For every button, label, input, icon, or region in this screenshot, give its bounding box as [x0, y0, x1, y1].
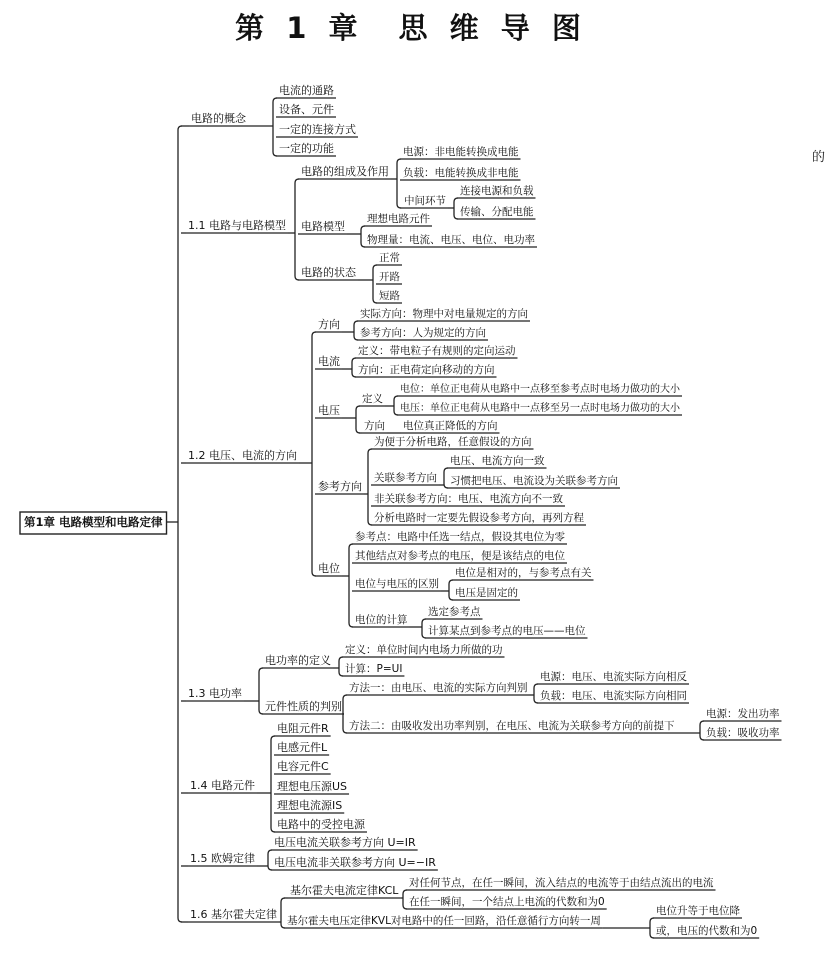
- node-s2-2-0-0: 电位：单位正电荷从电路中一点移至参考点时电场力做功的大小: [400, 384, 680, 395]
- children-bracket: [534, 684, 538, 703]
- node-s4-2: 电容元件C: [277, 760, 329, 773]
- node-s6-0-0: 对任何节点，在任一瞬间，流入结点的电流等于由结点流出的电流: [409, 877, 714, 889]
- children-bracket: [354, 321, 358, 340]
- node-s0: 电路的概念: [191, 112, 246, 125]
- node-s2-4-3-1: 计算某点到参考点的电压——电位: [428, 625, 586, 637]
- node-s3: 1.3 电功率: [188, 687, 242, 700]
- children-bracket: [700, 721, 704, 740]
- node-s1-1: 电路模型: [301, 220, 345, 233]
- node-s2-1: 电流: [318, 355, 340, 368]
- node-s4-4: 理想电流源IS: [277, 799, 343, 812]
- node-s1-0: 电路的组成及作用: [301, 165, 389, 178]
- node-s1-1-0: 理想电路元件: [367, 213, 430, 225]
- node-s2-0: 方向: [318, 318, 340, 331]
- node-s2-2: 电压: [318, 404, 340, 417]
- node-s1-2-0: 正常: [379, 252, 400, 264]
- children-bracket: [356, 406, 360, 433]
- node-s3-1-0: 方法一：由电压、电流的实际方向判别: [349, 682, 528, 694]
- node-s3-1-0-0: 电源：电压、电流实际方向相反: [540, 671, 687, 683]
- node-s2-4-3: 电位的计算: [355, 614, 408, 626]
- node-s1-0-1: 负载：电能转换成非电能: [403, 167, 519, 179]
- node-s2-2-1-0: 电位真正降低的方向: [403, 420, 498, 432]
- node-s3-1-1: 方法二：由吸收发出功率判别，在电压、电流为关联参考方向的前提下: [349, 720, 675, 732]
- children-bracket: [281, 898, 285, 928]
- node-s6-1: 基尔霍夫电压定律KVL对电路中的任一回路，沿任意循行方向转一周: [287, 915, 601, 927]
- node-s2-4-0: 参考点：电路中任选一结点，假设其电位为零: [355, 531, 565, 543]
- children-bracket: [295, 179, 299, 280]
- children-bracket: [273, 98, 277, 156]
- page-title: 第 1 章 思 维 导 图: [235, 11, 587, 45]
- node-s3-1: 元件性质的判别: [265, 700, 342, 713]
- node-s4-1: 电感元件L: [277, 741, 328, 754]
- node-s2-1-1: 方向：正电荷定向移动的方向: [358, 364, 495, 376]
- node-s0-1: 设备、元件: [279, 103, 334, 116]
- node-s2-4-2-0: 电位是相对的，与参考点有关: [455, 567, 592, 579]
- node-s4-3: 理想电压源US: [277, 780, 348, 793]
- node-s1: 1.1 电路与电路模型: [188, 219, 286, 232]
- trunk-bracket: [178, 126, 182, 922]
- node-s6-1-0: 电位升等于电位降: [656, 905, 740, 917]
- node-s2: 1.2 电压、电流的方向: [188, 449, 297, 462]
- node-s3-1-1-1: 负载：吸收功率: [706, 727, 780, 739]
- node-s2-2-0: 定义: [362, 393, 383, 405]
- children-bracket: [403, 890, 407, 909]
- node-s3-1-0-1: 负载：电压、电流实际方向相同: [540, 690, 687, 702]
- cropped-edge-text: 的: [812, 150, 825, 165]
- node-s1-2-1: 开路: [379, 271, 400, 283]
- node-s6: 1.6 基尔霍夫定律: [190, 908, 277, 921]
- node-s2-3-1: 关联参考方向: [374, 472, 437, 484]
- node-s3-0-0: 定义：单位时间内电场力所做的功: [345, 644, 503, 656]
- node-s1-0-0: 电源：非电能转换成电能: [403, 146, 519, 158]
- node-s3-1-1-0: 电源：发出功率: [706, 708, 780, 720]
- children-bracket: [352, 358, 356, 377]
- node-s1-2: 电路的状态: [301, 266, 356, 279]
- node-s6-1-1: 或，电压的代数和为0: [656, 925, 758, 937]
- node-s1-0-2-1: 传输、分配电能: [460, 206, 534, 218]
- node-s5-0: 电压电流关联参考方向 U=IR: [274, 836, 416, 849]
- node-s2-0-0: 实际方向：物理中对电量规定的方向: [360, 308, 528, 320]
- node-s2-4: 电位: [318, 562, 340, 575]
- node-s1-2-2: 短路: [379, 290, 400, 302]
- node-s4: 1.4 电路元件: [190, 779, 255, 792]
- children-bracket: [343, 695, 347, 733]
- node-s2-3-2: 非关联参考方向：电压、电流方向不一致: [374, 493, 563, 505]
- children-bracket: [444, 468, 448, 488]
- node-s5: 1.5 欧姆定律: [190, 852, 255, 865]
- children-bracket: [422, 619, 426, 638]
- node-s2-0-1: 参考方向：人为规定的方向: [360, 327, 486, 339]
- node-s3-0-1: 计算：P=UI: [345, 663, 403, 675]
- node-s3-0: 电功率的定义: [265, 654, 331, 667]
- node-s4-0: 电阻元件R: [277, 722, 329, 735]
- node-s1-0-2: 中间环节: [404, 195, 446, 207]
- children-bracket: [449, 580, 453, 600]
- root-node: 第1章 电路模型和电路定律: [24, 515, 163, 529]
- node-s5-1: 电压电流非关联参考方向 U=−IR: [274, 856, 436, 869]
- node-s6-0: 基尔霍夫电流定律KCL: [290, 884, 399, 897]
- node-s2-3-3: 分析电路时一定要先假设参考方向，再列方程: [374, 512, 584, 524]
- node-s2-2-1: 方向: [364, 420, 385, 432]
- node-s2-3-1-0: 电压、电流方向一致: [450, 455, 545, 467]
- node-s0-0: 电流的通路: [279, 84, 334, 97]
- children-bracket: [271, 736, 275, 832]
- node-s6-0-1: 在任一瞬间，一个结点上电流的代数和为0: [409, 896, 605, 908]
- node-s0-3: 一定的功能: [279, 142, 334, 155]
- node-s2-3: 参考方向: [318, 480, 362, 493]
- children-bracket: [259, 668, 263, 714]
- node-s2-4-1: 其他结点对参考点的电压，便是该结点的电位: [355, 550, 565, 562]
- children-bracket: [268, 850, 272, 870]
- node-s2-4-2: 电位与电压的区别: [355, 578, 439, 590]
- children-bracket: [339, 657, 343, 676]
- node-s4-5: 电路中的受控电源: [277, 818, 365, 831]
- children-bracket: [361, 226, 365, 247]
- node-s0-2: 一定的连接方式: [279, 123, 356, 136]
- node-s2-1-0: 定义：带电粒子有规则的定向运动: [358, 345, 516, 357]
- node-s2-2-0-1: 电压：单位正电荷从电路中一点移至另一点时电场力做功的大小: [400, 403, 680, 414]
- children-bracket: [397, 159, 401, 208]
- children-bracket: [454, 198, 458, 219]
- node-s1-1-1: 物理量：电流、电压、电位、电功率: [367, 234, 535, 246]
- node-s1-0-2-0: 连接电源和负载: [460, 185, 534, 197]
- children-bracket: [368, 449, 372, 525]
- children-bracket: [394, 396, 398, 415]
- node-s2-4-2-1: 电压是固定的: [455, 587, 518, 599]
- children-bracket: [650, 918, 654, 938]
- node-s2-3-1-1: 习惯把电压、电流设为关联参考方向: [450, 475, 618, 487]
- node-s2-4-3-0: 选定参考点: [428, 606, 481, 618]
- node-s2-3-0: 为便于分析电路，任意假设的方向: [374, 436, 532, 448]
- children-bracket: [349, 544, 353, 627]
